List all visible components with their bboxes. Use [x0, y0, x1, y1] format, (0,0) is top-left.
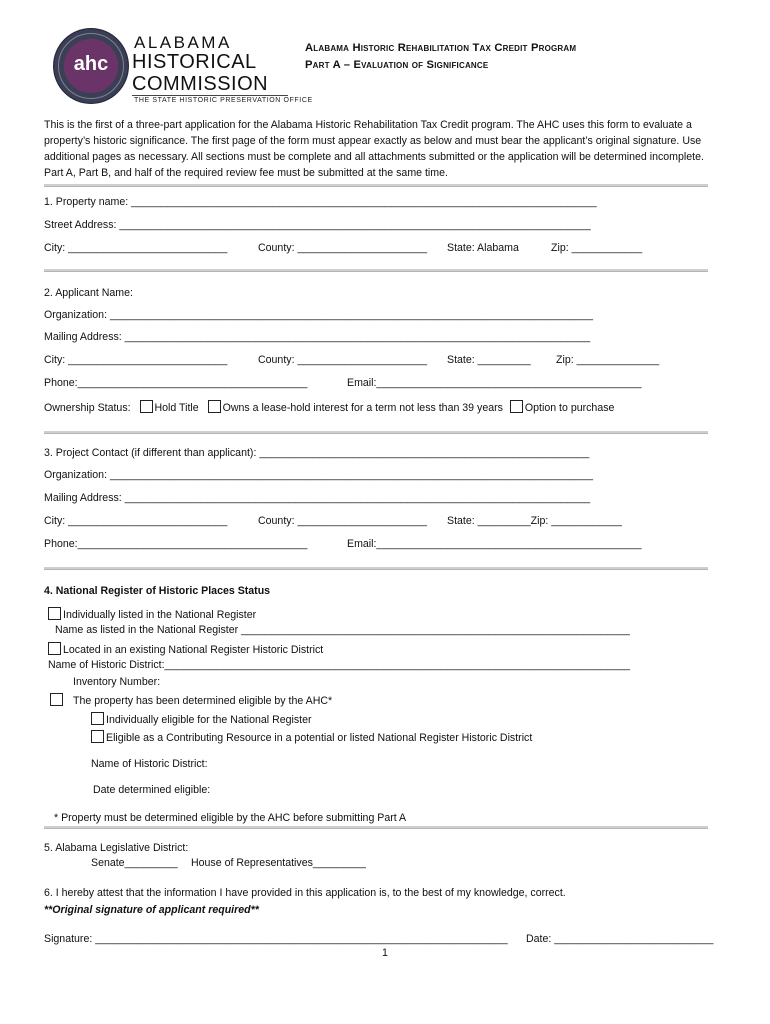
logo-historical: HISTORICAL — [132, 51, 257, 73]
signature-field[interactable]: Signature: ______________________________________________________________________ — [44, 933, 508, 945]
state-field: State: Alabama — [447, 242, 519, 254]
individually-eligible-row — [91, 712, 312, 726]
determined-eligible-label: The property has been determined eligible by the AHC* — [73, 695, 333, 707]
option-to-purchase-checkbox[interactable] — [510, 400, 523, 413]
mailing-address-field[interactable]: Mailing Address: _______________________________________________________________________________ — [44, 331, 591, 343]
located-in-district-checkbox[interactable] — [48, 642, 61, 655]
nr-status-title: 4. National Register of Historic Places Status — [44, 585, 271, 597]
mailing-address-field[interactable]: Mailing Address: _______________________________________________________________________________ — [44, 492, 591, 504]
attestation-text: 6. I hereby attest that the information I have provided in this application is, to the best of my knowledge, correct. — [44, 887, 566, 899]
city-field[interactable]: City: ___________________________ — [44, 354, 228, 366]
county-field[interactable]: County: ______________________ — [258, 515, 428, 527]
individually-listed-label: Individually listed in the National Register — [63, 609, 257, 621]
zip-field[interactable]: Zip: ____________ — [551, 242, 643, 254]
contributing-resource-checkbox[interactable] — [91, 730, 104, 743]
eligibility-footnote: * Property must be determined eligible by the AHC before submitting Part A — [54, 812, 407, 824]
seal-ring — [58, 33, 124, 99]
email-field[interactable]: Email:_____________________________________________ — [347, 538, 642, 550]
zip-field[interactable]: Zip: ______________ — [556, 354, 660, 366]
logo-alabama: ALABAMA — [134, 33, 232, 52]
logo-subtitle: THE STATE HISTORIC PRESERVATION OFFICE — [134, 97, 313, 104]
city-field[interactable]: City: ___________________________ — [44, 515, 228, 527]
organization-field[interactable]: Organization: __________________________________________________________________________________ — [44, 469, 594, 481]
determined-eligible-checkbox[interactable] — [50, 693, 63, 706]
option-to-purchase-label: Option to purchase — [524, 402, 615, 414]
intro-paragraph: This is the first of a three-part application for the Alabama Historic Rehabilitation Tax Credit program. The AHC uses this form to evaluate a property’s historic significance. The first page of the form must appear exactly as below and must bear the applicant’s original signature. Use additional pages as necessary. All sections must be complete and all attachments submitted or the application will be determined incomplete. Part A, Part B, and half of the required review fee must be submitted at the same time. — [44, 119, 704, 179]
email-field[interactable]: Email:_____________________________________________ — [347, 377, 642, 389]
part-title: Part A – Evaluation of Significance — [305, 59, 489, 71]
individually-listed-checkbox[interactable] — [48, 607, 61, 620]
individually-eligible-label: Individually eligible for the National Register — [106, 714, 312, 726]
name-as-listed-field[interactable]: Name as listed in the National Register __________________________________________________________________ — [55, 624, 630, 636]
date-determined-field[interactable]: Date determined eligible: — [93, 784, 211, 796]
hold-title-label: Hold Title — [154, 402, 199, 414]
phone-field[interactable]: Phone:_______________________________________ — [44, 538, 308, 550]
section-divider — [44, 826, 708, 829]
ownership-status-row — [44, 400, 614, 414]
contributing-resource-label: Eligible as a Contributing Resource in a potential or listed National Register Historic District — [106, 732, 533, 744]
state-zip-field[interactable]: State: _________Zip: ____________ — [447, 515, 622, 527]
applicant-name-label[interactable]: 2. Applicant Name: — [44, 287, 133, 299]
organization-field[interactable]: Organization: __________________________________________________________________________________ — [44, 309, 594, 321]
county-field[interactable]: County: ______________________ — [258, 354, 428, 366]
program-title: Alabama Historic Rehabilitation Tax Credit Program — [305, 42, 577, 54]
page-number: 1 — [382, 947, 388, 959]
individually-eligible-checkbox[interactable] — [91, 712, 104, 725]
determined-eligible-row — [50, 693, 332, 707]
state-field[interactable]: State: _________ — [447, 354, 531, 366]
county-field[interactable]: County: ______________________ — [258, 242, 428, 254]
ownership-status-label: Ownership Status: — [44, 402, 131, 414]
phone-field[interactable]: Phone:_______________________________________ — [44, 377, 308, 389]
section-divider — [44, 431, 708, 434]
legislative-district-label: 5. Alabama Legislative District: — [44, 842, 189, 854]
logo-divider — [132, 95, 288, 96]
senate-field[interactable]: Senate_________ — [91, 857, 178, 869]
historic-district-name-field[interactable]: Name of Historic District:_______________________________________________________________________________ — [48, 659, 630, 671]
inventory-number-field[interactable]: Inventory Number: — [73, 676, 161, 688]
section-divider — [44, 269, 708, 272]
hold-title-checkbox[interactable] — [140, 400, 153, 413]
signature-required-note: **Original signature of applicant required** — [44, 904, 259, 916]
eligible-district-name-field[interactable]: Name of Historic District: — [91, 758, 208, 770]
located-in-district-label: Located in an existing National Register Historic District — [63, 644, 324, 656]
section-divider — [44, 567, 708, 570]
street-address-field[interactable]: Street Address: ________________________________________________________________________________ — [44, 219, 591, 231]
individually-listed-row — [48, 607, 256, 621]
located-in-district-row — [48, 642, 323, 656]
lease-hold-label: Owns a lease-hold interest for a term not less than 39 years — [222, 402, 503, 414]
project-contact-field[interactable]: 3. Project Contact (if different than applicant): ________________________________________________________ — [44, 447, 590, 459]
logo-commission: COMMISSION — [132, 73, 269, 95]
section-divider — [44, 184, 708, 187]
lease-hold-checkbox[interactable] — [208, 400, 221, 413]
city-field[interactable]: City: ___________________________ — [44, 242, 228, 254]
house-field[interactable]: House of Representatives_________ — [191, 857, 366, 869]
seal-ahc-text: ahc — [73, 53, 109, 75]
property-name-field[interactable]: 1. Property name: _______________________________________________________________________________ — [44, 196, 597, 208]
date-field[interactable]: Date: ___________________________ — [526, 933, 714, 945]
contributing-resource-row — [91, 730, 532, 744]
